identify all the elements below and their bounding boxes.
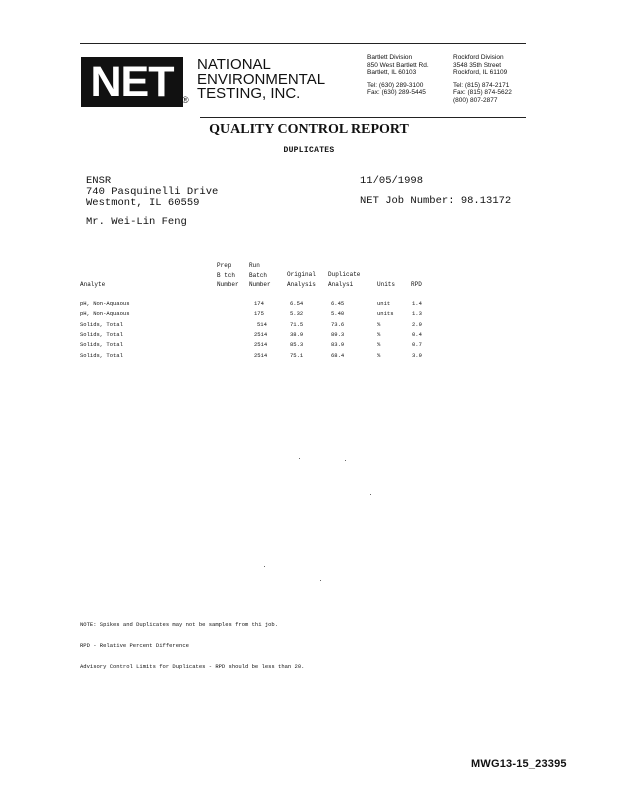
client-name: ENSR — [86, 175, 112, 187]
address-line: Bartlett Division — [367, 54, 413, 61]
cell-units: % — [377, 341, 381, 348]
client-street: 740 Pasquinelli Drive — [86, 186, 219, 198]
cell-units: % — [377, 321, 381, 328]
client-contact: Mr. Wei-Lin Feng — [86, 216, 187, 228]
cell-rpd: 1.4 — [412, 300, 422, 307]
cell-original: 5.32 — [290, 310, 304, 317]
address-line: Bartlett, IL 60103 — [367, 69, 417, 77]
header-line: B tch — [217, 271, 236, 279]
address-line: 850 West Bartlett Rd. — [367, 61, 429, 69]
document-id: MWG13-15_23395 — [471, 758, 567, 770]
cell-duplicate: 83.9 — [331, 341, 345, 348]
bartlett-address — [367, 54, 429, 97]
company-name — [197, 58, 325, 102]
cell-analyte: Solids, Total — [80, 352, 123, 359]
cell-rpd: 2.9 — [412, 321, 422, 328]
cell-run: 2514 — [254, 352, 268, 359]
report-title: QUALITY CONTROL REPORT — [209, 122, 409, 137]
address-line: Rockford Division — [453, 54, 504, 61]
header-prep-batch — [217, 261, 239, 290]
cell-analyte: pH, Non-Aquaous — [80, 300, 130, 307]
header-run-batch — [249, 261, 271, 290]
cell-original: 6.54 — [290, 300, 304, 307]
scan-speck — [370, 494, 371, 495]
header-rule — [200, 117, 526, 118]
report-date: 11/05/1998 — [360, 175, 424, 187]
cell-units: units — [377, 310, 394, 317]
cell-analyte: Solids, Total — [80, 331, 123, 338]
job-number: NET Job Number: 98.13172 — [360, 195, 512, 207]
header-units: Units — [377, 281, 396, 288]
company-line: ENVIRONMENTAL — [197, 70, 326, 88]
header-line: Number — [217, 281, 239, 288]
note-rpd-definition: RPD - Relative Percent Difference — [80, 642, 189, 649]
client-city: Westmont, IL 60559 — [86, 197, 200, 209]
cell-duplicate: 5.40 — [331, 310, 345, 317]
net-logo: NET — [81, 57, 183, 107]
cell-duplicate: 6.45 — [331, 300, 345, 307]
cell-analyte: pH, Non-Aquaous — [80, 310, 130, 317]
header-line: Duplicate — [328, 271, 361, 278]
header-rpd: RPD — [411, 281, 422, 288]
cell-run: 514 — [257, 321, 267, 328]
address-line: Fax: (630) 289-5445 — [367, 89, 426, 97]
header-original — [287, 270, 316, 289]
header-line: Batch — [249, 271, 268, 279]
cell-rpd: 0.4 — [412, 331, 422, 338]
scan-speck — [264, 566, 265, 567]
cell-units: % — [377, 352, 381, 359]
cell-duplicate: 68.4 — [331, 352, 345, 359]
header-line: Run — [249, 262, 260, 269]
cell-original: 85.3 — [290, 341, 304, 348]
company-line: TESTING, INC. — [197, 85, 301, 102]
scan-speck — [345, 460, 346, 461]
client-address — [86, 176, 218, 209]
cell-run: 174 — [254, 300, 264, 307]
cell-duplicate: 73.6 — [331, 321, 345, 328]
cell-original: 38.9 — [290, 331, 304, 338]
cell-analyte: Solids, Total — [80, 321, 123, 328]
address-line: Rockford, IL 61109 — [453, 69, 508, 77]
cell-rpd: 3.9 — [412, 352, 422, 359]
address-line: Tel: (630) 289-3100 — [367, 81, 424, 89]
note-spikes: NOTE: Spikes and Duplicates may not be samples from thi job. — [80, 621, 279, 628]
header-line: Number — [249, 281, 271, 288]
cell-units: % — [377, 331, 381, 338]
scan-speck — [299, 458, 300, 459]
cell-analyte: Solids, Total — [80, 341, 123, 348]
header-line: Analysis — [287, 280, 316, 288]
company-line: NATIONAL — [197, 56, 271, 73]
cell-run: 175 — [254, 310, 264, 317]
report-subtitle: DUPLICATES — [283, 146, 335, 155]
cell-rpd: 0.7 — [412, 341, 422, 348]
header-duplicate — [328, 270, 360, 289]
header-analyte: Analyte — [80, 281, 106, 288]
registered-mark: ® — [182, 95, 189, 105]
cell-run: 2514 — [254, 341, 268, 348]
cell-units: unit — [377, 300, 391, 307]
cell-run: 2514 — [254, 331, 268, 338]
header-line: Analysi — [328, 280, 354, 288]
address-line: Tel: (815) 874-2171 — [453, 81, 510, 89]
cell-original: 71.5 — [290, 321, 304, 328]
top-rule — [80, 43, 526, 44]
note-control-limits: Advisory Control Limits for Duplicates - RPD should be less than 20. — [80, 663, 305, 670]
header-line: Prep — [217, 262, 232, 269]
address-line: 3548 35th Street — [453, 61, 502, 69]
header-line: Original — [287, 271, 316, 278]
rockford-address — [453, 54, 512, 105]
cell-rpd: 1.3 — [412, 310, 422, 317]
scan-speck — [320, 580, 321, 581]
address-line: Fax: (815) 874-5622 — [453, 89, 512, 97]
address-line: (800) 807-2877 — [453, 96, 498, 104]
cell-duplicate: 89.3 — [331, 331, 345, 338]
cell-original: 75.1 — [290, 352, 304, 359]
